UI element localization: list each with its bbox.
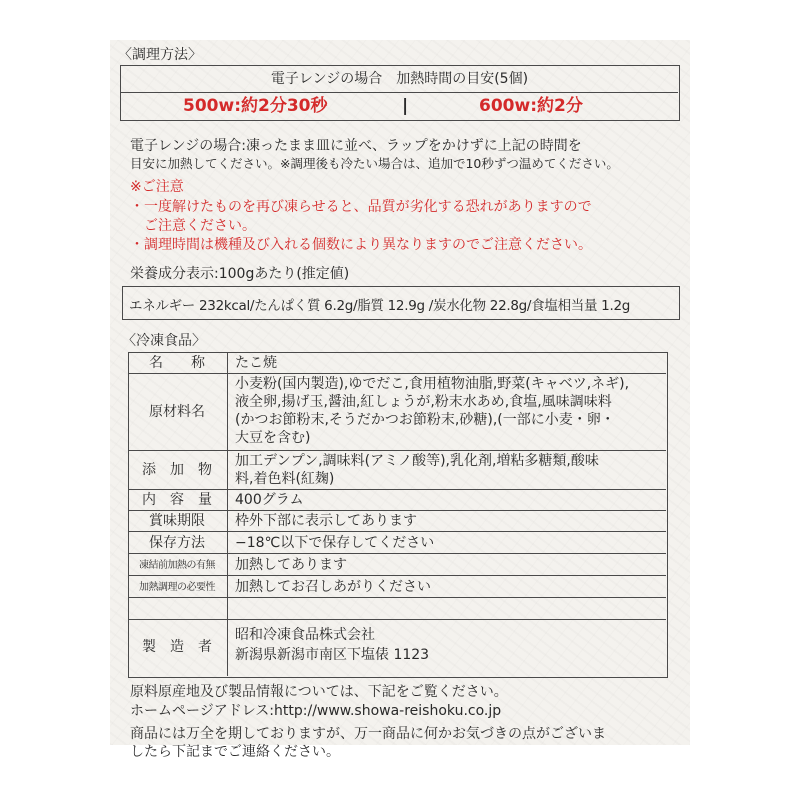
nutrition-heading: 栄養成分表示:100gあたり(推定値) — [130, 266, 350, 282]
instruction-line: 電子レンジの場合:凍ったまま皿に並べ、ラップをかけずに上記の時間を — [130, 138, 582, 154]
row-label-heating-required: 加熱調理の必要性 — [139, 582, 215, 593]
manufacturer-address: 新潟県新潟市南区下塩俵 1123 — [235, 647, 430, 663]
manufacturer-name: 昭和冷凍食品株式会社 — [235, 627, 375, 643]
ingredients-line: 小麦粉(国内製造),ゆでだこ,食用植物油脂,野菜(キャベツ,ネギ), — [235, 376, 630, 392]
row-label-best-before: 賞味期限 — [149, 513, 205, 529]
footer-line: したら下記までご連絡ください。 — [130, 744, 340, 760]
table-column-divider — [227, 353, 228, 676]
row-value-prefreeze-heating: 加熱してあります — [235, 557, 347, 573]
additives-line: 加工デンプン,調味料(アミノ酸等),乳化剤,増粘多糖類,酸味 — [235, 453, 599, 469]
row-value-name: たこ焼 — [235, 355, 277, 371]
time-separator: | — [402, 96, 409, 116]
row-label-name: 名 称 — [149, 355, 205, 371]
cooking-heading: 〈調理方法〉 — [118, 47, 202, 63]
footer-line: 原料原産地及び製品情報については、下記をご覧ください。 — [130, 684, 508, 700]
product-info-table — [128, 352, 668, 678]
package-back-label — [110, 40, 690, 760]
row-label-prefreeze-heating: 凍結前加熱の有無 — [139, 560, 215, 571]
caution-line: ご注意ください。 — [130, 218, 256, 234]
ingredients-line: 液全卵,揚げ玉,醤油,紅しょうが,粉末水あめ,食塩,風味調味料 — [235, 394, 612, 410]
row-label-content: 内 容 量 — [142, 492, 212, 508]
time-600w: 600w:約2分 — [479, 96, 583, 116]
time-500w: 500w:約2分30秒 — [183, 96, 328, 116]
ingredients-line: (かつお節粉末,そうだかつお節粉末,砂糖),(一部に小麦・卵・ — [235, 412, 615, 428]
footer-line: 商品には万全を期しておりますが、万一商品に何かお気づきの点がございま — [130, 726, 606, 742]
nutrition-box — [122, 286, 680, 320]
box-divider — [121, 92, 678, 93]
product-heading: 〈冷凍食品〉 — [122, 333, 206, 349]
microwave-box-title: 電子レンジの場合 加熱時間の目安(5個) — [270, 71, 529, 87]
row-label-manufacturer: 製 造 者 — [142, 639, 212, 655]
row-label-ingredients: 原材料名 — [149, 404, 205, 420]
footer-url-line: ホームページアドレス:http://www.showa-reishoku.co.jp — [130, 703, 502, 719]
additives-line: 料,着色料(紅麹) — [235, 471, 335, 487]
row-value-best-before: 枠外下部に表示してあります — [235, 513, 417, 529]
caution-line: ・一度解けたものを再び凍らせると、品質が劣化する恐れがありますので — [130, 199, 592, 215]
instruction-line: 目安に加熱してください。※調理後も冷たい場合は、追加で10秒ずつ温めてください。 — [130, 156, 619, 171]
caution-heading: ※ご注意 — [130, 179, 184, 195]
nutrition-values: エネルギー 232kcal/たんぱく質 6.2g/脂質 12.9g /炭水化物 22.8g/食塩相当量 1.2g — [129, 298, 631, 314]
row-value-heating-required: 加熱してお召しあがりください — [235, 579, 431, 595]
ingredients-line: 大豆を含む) — [235, 430, 311, 446]
row-label-additives: 添 加 物 — [142, 462, 212, 478]
microwave-time-box — [120, 65, 680, 121]
row-label-storage: 保存方法 — [149, 535, 205, 551]
row-value-storage: −18℃以下で保存してください — [235, 535, 435, 551]
row-value-content: 400グラム — [235, 492, 304, 508]
caution-line: ・調理時間は機種及び入れる個数により異なりますのでご注意ください。 — [130, 237, 592, 253]
